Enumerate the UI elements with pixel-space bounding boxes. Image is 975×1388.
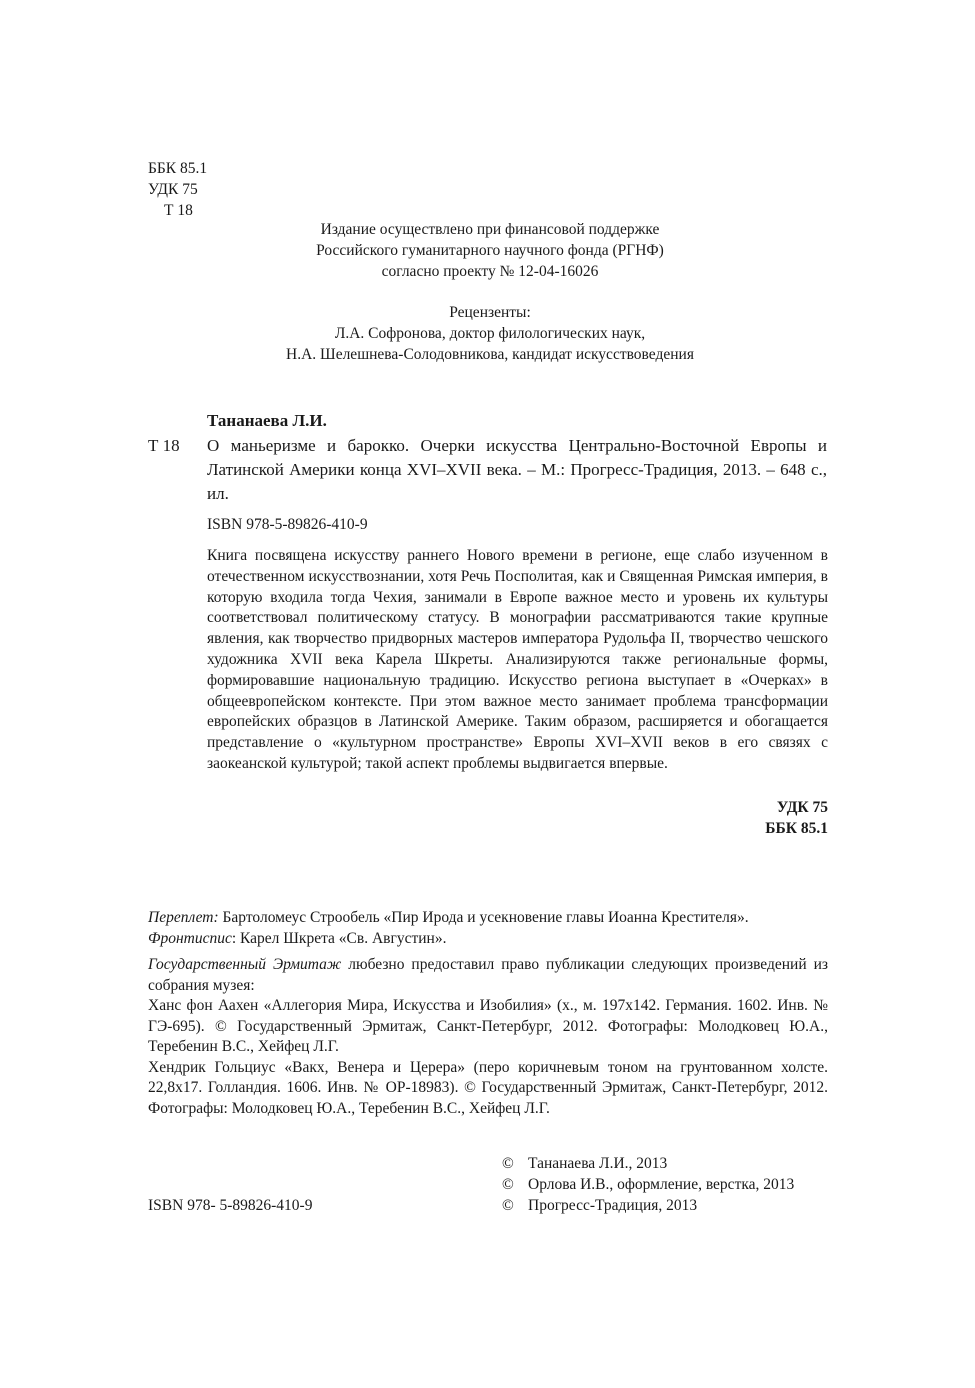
author-mark: Т 18 [164,202,193,219]
copyright-symbol: © [502,1197,514,1214]
annotation: Книга посвящена искусству раннего Нового времени в регионе, еще слабо изученном в отечественном искусствознании, хотя Речь Посполитая, как и Священная Римская империя, в которую входила тогда Чехия, занимали в Европе важное место и уровень их культуры соответствовал политическому статусу. В монографии рассматриваются такие крупные явления, как творчество придворных мастеров императора Рудольфа II, творчество чешского художника XVII века Карела Шкреты. Анализируются также региональные формы, формировавшие национальную традицию. Искусство региона выступает в «Очерках» в общеевропейском контексте. При этом важное место занимает проблема трансформации европейских образцов в Латинской Америке. Таким образом, расширяется и обогащается представление о «культурном пространстве» Европы XVI–XVII веков в его связях с заокеанской культурой; такой аспект проблемы выдвигается впервые. [207,547,828,772]
copyright-text: Орлова И.В., оформление, верстка, 2013 [528,1176,795,1193]
frontispiece-text: : Карел Шкрета «Св. Августин». [231,929,447,947]
copyright-line [502,1174,794,1195]
reviewer-line: Н.А. Шелешнева-Солодовникова, кандидат искусствоведения [286,346,694,363]
copyright-text: Прогресс-Традиция, 2013 [528,1197,698,1214]
museum-label: Государственный Эрмитаж [148,956,342,973]
reviewer-line: Л.А. Софронова, доктор филологических наук, [334,325,646,342]
index-bbk: ББК 85.1 [765,820,828,837]
copyright-line [502,1153,794,1174]
author-name: Тананаева Л.И. [207,411,327,430]
reviewers-block [200,302,780,365]
binding-text: Бартоломеус Строобель «Пир Ирода и усекновение главы Иоанна Крестителя». [218,909,749,926]
funding-line: Издание осуществлено при финансовой поддержке [320,221,660,238]
isbn-line: ISBN 978-5-89826-410-9 [207,516,368,533]
funding-line: согласно проекту № 12-04-16026 [381,263,599,280]
udk-code: УДК 75 [148,181,198,198]
copyright-block [502,1153,794,1216]
classification-block [148,158,207,221]
binding-label: Переплет: [148,909,219,926]
funding-notice [200,219,780,282]
index-udk: УДК 75 [776,799,828,816]
funding-line: Российского гуманитарного научного фонда (РГНФ) [316,242,664,259]
frontispiece-label: Фронтиспис [148,929,232,947]
copyright-symbol: © [502,1155,514,1172]
isbn-bottom: ISBN 978- 5-89826-410-9 [148,1197,313,1214]
museum-text: любезно предоставил право публикации следующих произведений из собрания музея: [148,956,828,994]
museum-credit [148,955,828,996]
credits-block [148,908,828,1119]
work-credit: Ханс фон Аахен «Аллегория Мира, Искусства и Изобилия» (х., м. 197х142. Германия. 1602. Инв. № ГЭ-695). © Государственный Эрмитаж, Санкт-Петербург, 2012. Фотографы: Молодковец Ю.А., Теребенин В.С., Хейфец Л.Г. [148,997,828,1055]
copyright-symbol: © [502,1176,514,1193]
copyright-text: Тананаева Л.И., 2013 [528,1155,668,1172]
frontispiece-credit [148,929,828,950]
book-title: О маньеризме и барокко. Очерки искусства Центрально-Восточной Европы и Латинской Америки конца XVI–XVII века. – М.: Прогресс-Традиция, 2013. – 648 с., ил. [207,436,827,503]
book-code: Т 18 [148,436,180,455]
copyright-line [502,1195,794,1216]
reviewers-heading: Рецензенты: [449,304,531,321]
index-end-block [628,797,828,839]
work-credit: Хендрик Гольциус «Вакх, Венера и Церера» (перо коричневым тоном на грунтованном холсте. 22,8х17. Голландия. 1606. Инв. № ОР-18983). © Государственный Эрмитаж, Санкт-Петербург, 2012. Фотографы: Молодковец Ю.А., Теребенин В.С., Хейфец Л.Г. [148,1058,828,1117]
binding-credit [148,908,828,929]
bbk-code: ББК 85.1 [148,160,208,177]
